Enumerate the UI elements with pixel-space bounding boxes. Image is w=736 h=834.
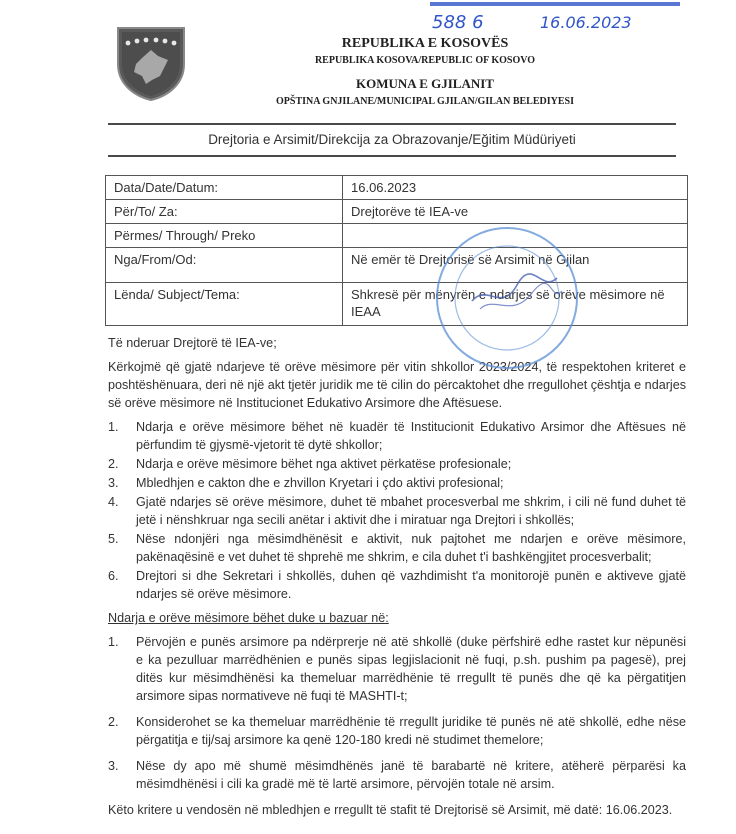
list-item-text: Konsiderohet se ka themeluar marrëdhënie të rregullt juridike të punës në atë shkollë, edhe nëse përgatitja e tij/saj arsimore ka qenë 120-180 kredi në studimet themelore; [136, 715, 686, 747]
memo-header-table [105, 175, 688, 326]
table-row [106, 224, 688, 248]
list-item [108, 757, 686, 793]
list-item-number: 2. [108, 715, 119, 729]
list-item [108, 474, 686, 492]
date-value: 16.06.2023 [343, 176, 688, 200]
closing-statement: Këto kritere u vendosën në mbledhjen e rregullt të stafit të Drejtorisë së Arsimit, më datë: 16.06.2023. [108, 803, 673, 817]
registry-stamp [430, 0, 730, 34]
list-item [108, 530, 686, 566]
from-label: Nga/From/Od: [106, 248, 343, 283]
header-divider-bottom [108, 155, 676, 157]
table-row [106, 176, 688, 200]
list-item [108, 713, 686, 749]
list-item [108, 633, 686, 705]
list-item-text: Nëse dy apo më shumë mësimdhënës janë të barabartë në kritere, atëherë përparësi ka mësimdhënësi i cili ka gradë më të lartë arsimore, përvojën totale në arsim. [136, 759, 686, 791]
list-item [108, 418, 686, 454]
republic-title: REPUBLIKA E KOSOVËS [341, 36, 509, 51]
through-label: Përmes/ Through/ Preko [106, 224, 343, 248]
list-item-number: 3. [108, 476, 119, 490]
greeting: Të nderuar Drejtorë të IEA-ve; [108, 336, 277, 350]
intro-paragraph: Kërkojmë që gjatë ndarjeve të orëve mësimore për vitin shkollor 2023/2024, të respektohen kriteret e poshtëshënuara, deri në një akt tjetër juridik me të cilin do përcaktohet dhe rregullohet çështja e ndarjes së orëve mësimore në Institucionet Edukativo Arsimore dhe Aftësuese. [108, 360, 686, 410]
list-item-number: 3. [108, 759, 119, 773]
list-item-number: 6. [108, 569, 119, 583]
list-item-text: Nëse ndonjëri nga mësimdhënësit e aktivit, nuk pajtohet me ndarjen e orëve mësimore, pakënaqësinë e vet duhet të shprehë me shkrim, e cila duhet t'i bashkëngjitet procesverbalit; [136, 532, 686, 564]
municipality-title: KOMUNA E GJILANIT [356, 76, 494, 91]
list-item-number: 4. [108, 495, 119, 509]
list-item-text: Ndarja e orëve mësimore bëhet në kuadër të Institucionit Edukativo Arsimor dhe Aftësues në përfundim të gjysmë-vjetorit të dytë shkollor; [136, 420, 686, 452]
list-item-text: Ndarja e orëve mësimore bëhet nga aktivet përkatëse profesionale; [136, 457, 512, 471]
list-item-number: 1. [108, 420, 119, 434]
through-value [343, 224, 688, 248]
list-item-number: 2. [108, 457, 119, 471]
to-value: Drejtorëve të IEA-ve [343, 200, 688, 224]
subject-value: Shkresë për mënyrën e ndarjes së orëve mësimore në IEAA [343, 283, 688, 326]
to-label: Për/To/ Za: [106, 200, 343, 224]
subject-label: Lënda/ Subject/Tema: [106, 283, 343, 326]
list-item-text: Mbledhjen e cakton dhe e zhvillon Kryetari i çdo aktivi profesional; [136, 476, 504, 490]
municipality-subtitle: OPŠTINA GNJILANE/MUNICIPAL GJILAN/GILAN BELEDIYESI [276, 96, 574, 107]
list-item [108, 455, 686, 473]
list-item-number: 1. [108, 635, 119, 649]
list-item-text: Gjatë ndarjes së orëve mësimore, duhet të mbahet procesverbal me shkrim, i cili në fund duhet të jetë i nënshkruar nga secili anëtar i aktivit dhe i miratuar nga Drejtori i shkollës; [136, 495, 686, 527]
department-name: Drejtoria e Arsimit/Direkcija za Obrazovanje/Eğitim Müdüriyeti [208, 132, 576, 147]
from-value: Në emër të Drejtorisë së Arsimit në Gjilan [343, 248, 688, 283]
list-item [108, 567, 686, 603]
kosovo-coat-of-arms-logo [112, 24, 190, 102]
list-item-number: 5. [108, 532, 119, 546]
letterhead [0, 0, 736, 118]
stamp-number: 588 6 [432, 12, 484, 33]
stamp-date: 16.06.2023 [540, 13, 632, 32]
list-item-text: Drejtori si dhe Sekretari i shkollës, duhen që vazhdimisht t'a monitorojë punën e aktiveve gjatë ndarjes së orëve mësimore. [136, 569, 686, 601]
criteria-heading: Ndarja e orëve mësimore bëhet duke u bazuar në: [108, 611, 389, 625]
criteria-list [108, 633, 686, 793]
table-row [106, 283, 688, 326]
republic-subtitle: REPUBLIKA KOSOVA/REPUBLIC OF KOSOVO [314, 55, 536, 66]
rules-list [108, 418, 686, 603]
list-item [108, 493, 686, 529]
date-label: Data/Date/Datum: [106, 176, 343, 200]
table-row [106, 248, 688, 283]
table-row [106, 200, 688, 224]
memo-header-table-wrap [105, 175, 688, 326]
list-item-text: Përvojën e punës arsimore pa ndërprerje në atë shkollë (duke përfshirë edhe rastet kur nëpunësi e ka pezulluar marrëdhënien e punës sipas legjislacionit në fuqi, p.sh. pushim pa pagesë), prej ditës kur mësimdhënësi ka themeluar marrëdhënie të rregullt të punës dhe që ka përgatitjen arsimore sipas normativeve në fuqi të MASHTI-t; [136, 635, 686, 703]
